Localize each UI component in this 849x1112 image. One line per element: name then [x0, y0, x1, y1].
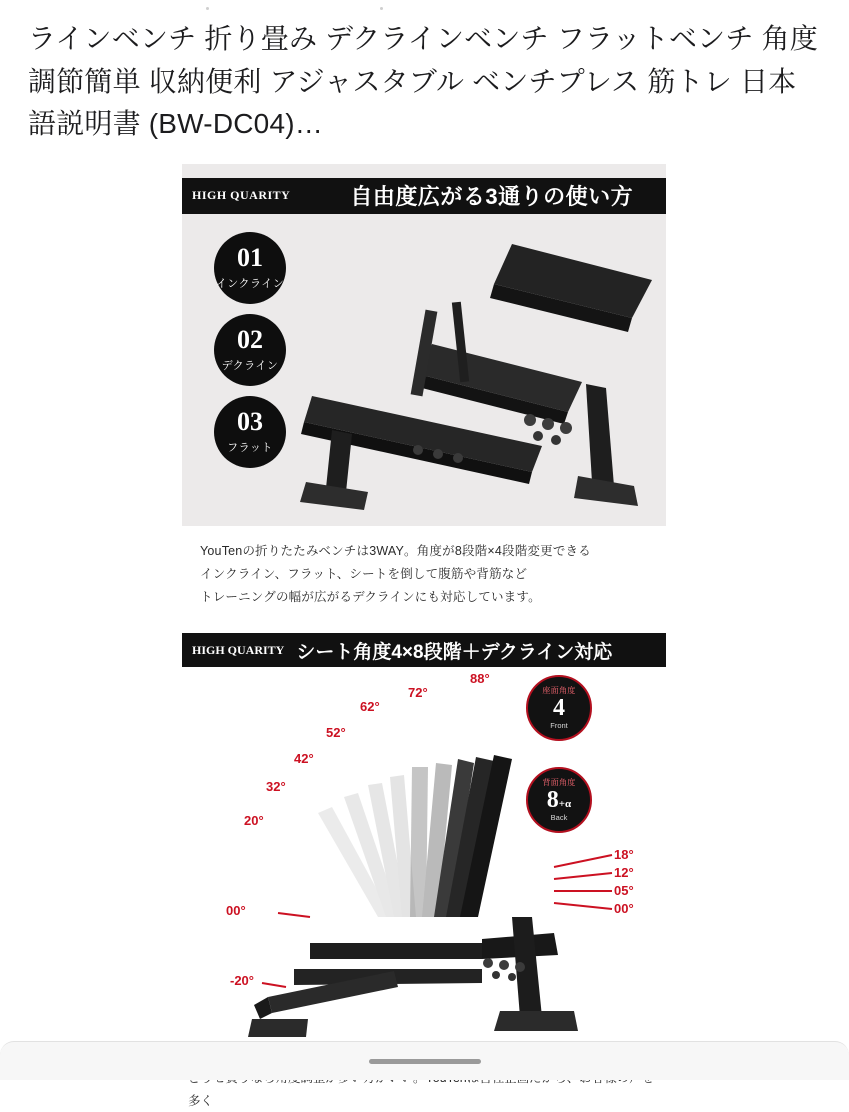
badge-01-number: 01 — [237, 242, 263, 272]
panel2-banner-title: シート角度4×8段階＋デクライン対応 — [296, 641, 613, 663]
page-title: ラインベンチ 折り畳み デクラインベンチ フラットベンチ 角度調節簡単 収納便利 アジャスタブル ベンチプレス 筋トレ 日本語説明書 (BW-DC04)… — [28, 23, 818, 140]
seat-angle-count-sub: Front — [550, 720, 568, 730]
angle-label-88: 88° — [470, 671, 490, 687]
seat-angle-count-caption: 座面角度 — [542, 685, 576, 695]
seat-angle-label-12: 12° — [614, 865, 634, 881]
badge-01 — [214, 232, 286, 304]
badge-03 — [214, 396, 286, 468]
seat-angle-label-05: 05° — [614, 883, 634, 899]
panel1-bench-illustration — [182, 214, 666, 526]
angle-label-32: 32° — [266, 779, 286, 795]
angle-diagram — [182, 667, 666, 1057]
panel1-banner — [182, 178, 666, 214]
panel1-caption-line-1: YouTenの折りたたみベンチは3WAY。角度が8段階×4段階変更できる — [200, 543, 591, 558]
angle-label-62: 62° — [360, 699, 380, 715]
badge-02 — [214, 314, 286, 386]
angle-label-72: 72° — [408, 685, 428, 701]
page-top-dots — [0, 4, 849, 14]
panel2-high-quality-label: HIGH QUARITY — [192, 642, 285, 657]
seat-angle-count-badge — [526, 675, 592, 741]
panel1-caption — [182, 526, 666, 609]
back-angle-count-value — [547, 788, 571, 812]
panel1-caption-line-3: トレーニングの幅が広がるデクラインにも対応しています。 — [200, 589, 541, 604]
panel1-banner-title: 自由度広がる3通りの使い方 — [350, 184, 634, 210]
back-angle-count-caption: 背面角度 — [542, 777, 576, 787]
badge-02-number: 02 — [237, 324, 263, 354]
back-angle-count-number: 8 — [546, 786, 559, 813]
angle-label-minus-20: -20° — [230, 973, 254, 989]
seat-angle-label-00: 00° — [614, 901, 634, 917]
product-image-panel-1[interactable] — [182, 164, 666, 526]
angle-label-42: 42° — [294, 751, 314, 767]
badge-03-label: フラット — [227, 441, 273, 454]
seat-angle-count-value: 4 — [553, 694, 565, 721]
angle-diagram-svg — [182, 667, 666, 1057]
badge-02-label: デクライン — [221, 359, 279, 372]
badge-01-label: インクライン — [215, 277, 285, 290]
angle-label-52: 52° — [326, 725, 346, 741]
angle-label-20: 20° — [244, 813, 264, 829]
home-indicator[interactable] — [369, 1059, 481, 1064]
panel1-caption-line-2: インクライン、フラット、シートを倒して腹筋や背筋など — [200, 566, 528, 581]
panel2-caption-line-1: 多く — [188, 1093, 214, 1108]
seat-angle-label-18: 18° — [614, 847, 634, 863]
panel1-high-quality-label: HIGH QUARITY — [192, 188, 291, 203]
badge-03-number: 03 — [237, 406, 263, 436]
back-angle-count-sub: Back — [550, 812, 568, 822]
browser-bottom-bar — [0, 1041, 849, 1080]
back-angle-count-badge — [526, 767, 592, 833]
back-angle-count-plus: +α — [558, 797, 572, 810]
angle-label-00: 00° — [226, 903, 246, 919]
product-title-block — [0, 0, 849, 152]
panel2-banner — [182, 633, 666, 667]
